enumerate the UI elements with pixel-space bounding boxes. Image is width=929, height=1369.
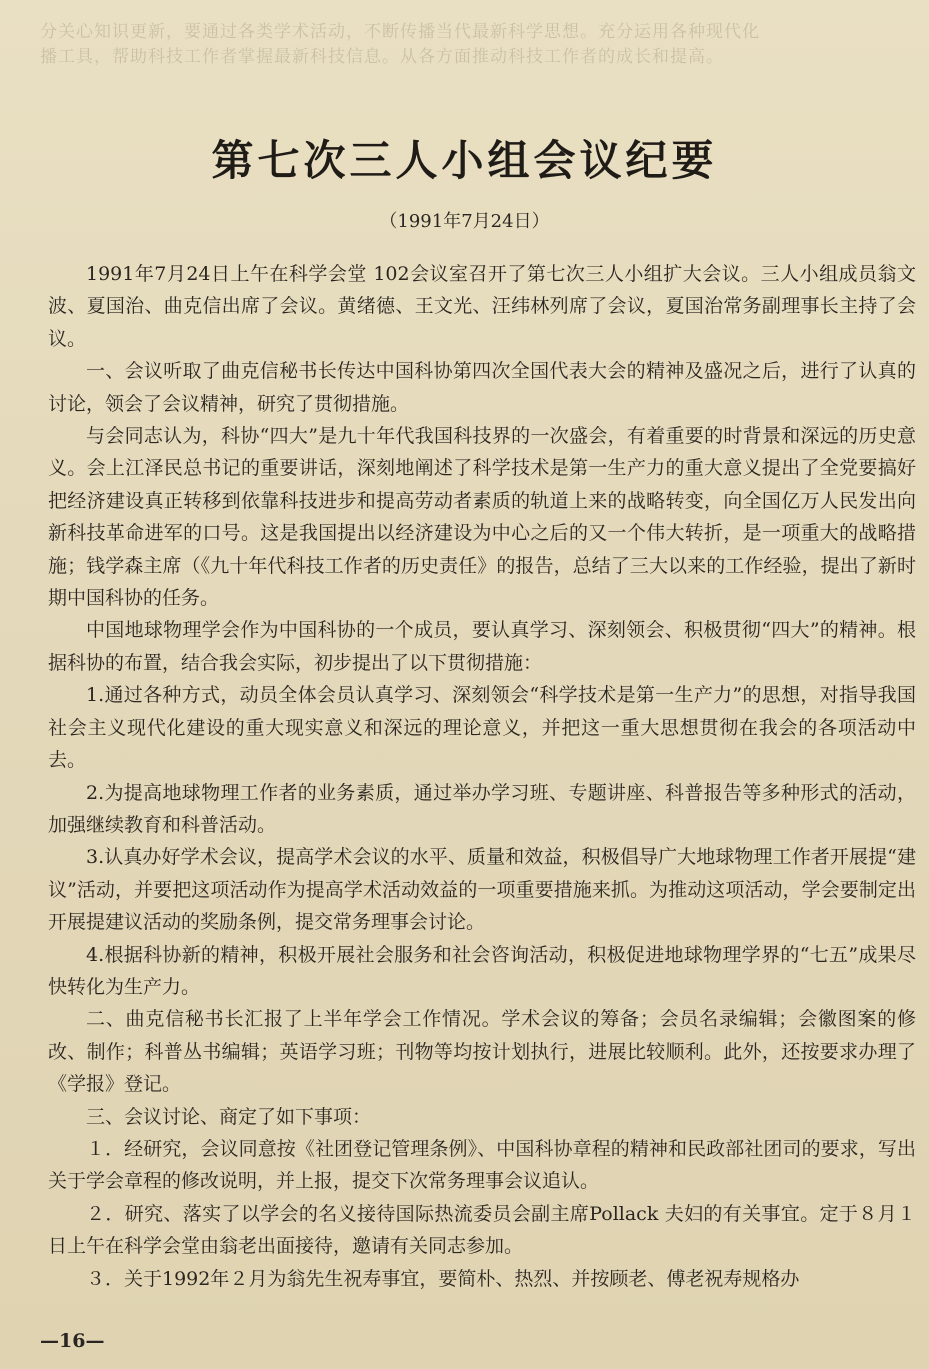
paragraph: 4.根据科协新的精神，积极开展社会服务和社会咨询活动，积极促进地球物理学界的“七五”成果尽快转化为生产力。 <box>48 943 916 998</box>
paragraph: 与会同志认为，科协“四大”是九十年代我国科技界的一次盛会，有着重要的时背景和深远的历史意义。会上江泽民总书记的重要讲话，深刻地阐述了科学技术是第一生产力的重大意义提出了全党要搞好把经济建设真正转移到依靠科技进步和提高劳动者素质的轨道上来的战略转变，向全国亿万人民发出向新科技革命进军的口号。这是我国提出以经济建设为中心之后的又一个伟大转折，是一项重大的战略措施；钱学森主席（《九十年代科技工作者的历史责任》的报告，总结了三大以来的工作经验，提出了新时期中国科协的任务。 <box>48 425 916 610</box>
paragraph: 三、会议讨论、商定了如下事项： <box>86 1105 372 1128</box>
bleed-through-text: 分关心知识更新，要通过各类学术活动，不断传播当代最新科学思想。充分运用各种现代化 播工具，帮助科技工作者掌握最新科技信息。从各方面推动科技工作者的成长和提高。 <box>40 22 760 67</box>
paragraph: 3.认真办好学术会议，提高学术会议的水平、质量和效益，积极倡导广大地球物理工作者开展提“建议”活动，并要把这项活动作为提高学术活动效益的一项重要措施来抓。为推动这项活动，学会要制定出开展提建议活动的奖励条例，提交常务理事会讨论。 <box>48 846 916 934</box>
paragraph: ３．关于1992年２月为翁先生祝寿事宜，要简朴、热烈、并按顾老、傅老祝寿规格办 <box>86 1267 800 1290</box>
paragraph: 1.通过各种方式，动员全体会员认真学习、深刻领会“科学技术是第一生产力”的思想，对指导我国社会主义现代化建设的重大现实意义和深远的理论意义，并把这一重大思想贯彻在我会的各项活动中去。 <box>48 684 916 772</box>
paragraph: 一、会议听取了曲克信秘书长传达中国科协第四次全国代表大会的精神及盛况之后，进行了认真的讨论，领会了会议精神，研究了贯彻措施。 <box>48 360 916 415</box>
page-number: —16— <box>40 1330 105 1352</box>
paragraph: 2.为提高地球物理工作者的业务素质，通过举办学习班、专题讲座、科普报告等多种形式的活动，加强继续教育和科普活动。 <box>48 781 916 836</box>
paragraph: 1991年7月24日上午在科学会堂 102会议室召开了第七次三人小组扩大会议。三人小组成员翁文波、夏国治、曲克信出席了会议。黄绪德、王文光、汪纬林列席了会议，夏国治常务副理事长主持了会议。 <box>48 263 916 350</box>
document-body <box>48 258 916 1295</box>
paragraph: ２．研究、落实了以学会的名义接待国际热流委员会副主席Pollack 夫妇的有关事宜。定于８月１日上午在科学会堂由翁老出面接待，邀请有关同志参加。 <box>48 1202 916 1258</box>
paragraph: 二、曲克信秘书长汇报了上半年学会工作情况。学术会议的筹备；会员名录编辑；会徽图案的修改、制作；科普丛书编辑；英语学习班；刊物等均按计划执行，进展比较顺利。此外，还按要求办理了《学报》登记。 <box>48 1008 916 1096</box>
paragraph: 中国地球物理学会作为中国科协的一个成员，要认真学习、深刻领会、积极贯彻“四大”的精神。根据科协的布置，结合我会实际，初步提出了以下贯彻措施： <box>48 619 916 674</box>
document-title: 第七次三人小组会议纪要 <box>211 136 718 185</box>
paragraph: １．经研究，会议同意按《社团登记管理条例》、中国科协章程的精神和民政部社团司的要求，写出关于学会章程的修改说明，并上报，提交下次常务理事会议追认。 <box>48 1137 916 1193</box>
document-date: （1991年7月24日） <box>379 211 550 232</box>
